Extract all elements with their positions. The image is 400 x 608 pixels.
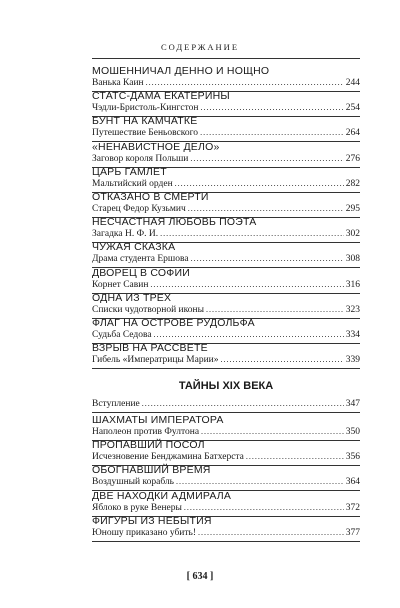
chapter-title: МОШЕННИЧАЛ ДЕННО И НОЩНО [92, 65, 270, 77]
leader-dots [160, 228, 344, 240]
toc-entry [92, 267, 360, 294]
chapter-title: ОДНА ИЗ ТРЕХ [92, 291, 172, 304]
page-ref: 276 [345, 153, 360, 164]
page-ref: 244 [345, 78, 360, 88]
toc-entry [92, 241, 360, 268]
leader-dots [206, 304, 344, 316]
leader-dots [198, 527, 344, 539]
page-ref: 372 [345, 502, 360, 513]
leader-dots [221, 354, 344, 366]
leader-dots [184, 502, 344, 514]
toc-entry [92, 166, 360, 193]
section-title: ТАЙНЫ XIX ВЕКА [178, 380, 274, 392]
leader-dots [246, 451, 344, 463]
page-ref: 377 [345, 527, 360, 538]
page-ref: 308 [345, 254, 360, 265]
chapter-title: ШАХМАТЫ ИМПЕРАТОРА [92, 414, 224, 426]
toc-entry [92, 464, 360, 491]
chapter-title: ЦАРЬ ГАМЛЕТ [92, 165, 167, 178]
page-ref: 356 [345, 452, 360, 463]
chapter-subtitle: Судьба Седова [92, 330, 152, 340]
leader-dots [188, 203, 344, 215]
page-ref: 339 [345, 355, 360, 366]
chapter-subtitle: Наполеон против Фултона [92, 427, 200, 437]
chapter-subtitle: Загадка Н. Ф. И. [92, 229, 159, 240]
toc-entry [92, 490, 360, 517]
chapter-subtitle: Чэдли-Бристоль-Кингстон [92, 103, 199, 114]
page-number: [ 634 ] [186, 571, 214, 582]
chapter-subtitle: Списки чудотворной иконы [92, 304, 204, 315]
chapter-title: ДВЕ НАХОДКИ АДМИРАЛА [92, 489, 232, 502]
chapter-subtitle-line [92, 354, 360, 369]
chapter-subtitle: Заговор короля Польши [92, 153, 189, 164]
leader-dots [191, 253, 344, 265]
chapter-title: ДВОРЕЦ В СОФИИ [92, 266, 190, 279]
chapter-title: ПРОПАВШИЙ ПОСОЛ [92, 439, 205, 452]
page-ref: 364 [345, 477, 360, 488]
toc-entry [92, 398, 360, 413]
chapter-title: ФЛАГ НА ОСТРОВЕ РУДОЛЬФА [92, 317, 255, 329]
leader-dots [200, 127, 344, 139]
chapter-subtitle: Мальтийский орден [92, 178, 173, 189]
toc-entry [92, 292, 360, 319]
chapter-subtitle-line [92, 527, 360, 542]
page-ref: 254 [345, 103, 360, 114]
chapter-subtitle: Путешествие Беньовского [92, 128, 199, 139]
chapter-subtitle: Юношу приказано убить! [92, 527, 197, 538]
toc-entry [92, 317, 360, 344]
toc-entry [92, 342, 360, 369]
page-ref: 302 [345, 229, 360, 240]
leader-dots [200, 102, 343, 114]
chapter-subtitle: Драма студента Ершова [92, 254, 189, 265]
page-ref: 323 [345, 304, 360, 315]
toc-entry [92, 115, 360, 142]
page-ref: 295 [345, 204, 360, 214]
chapter-subtitle: Вступление [92, 399, 140, 409]
leader-dots [175, 178, 344, 190]
chapter-title: НЕСЧАСТНАЯ ЛЮБОВЬ ПОЭТА [92, 216, 257, 229]
chapter-title: ОБОГНАВШИЙ ВРЕМЯ [92, 464, 211, 477]
page-ref: 334 [345, 330, 360, 340]
header-rule [92, 58, 360, 59]
chapter-subtitle: Исчезновение Бенджамина Батхерста [92, 452, 244, 463]
chapter-subtitle: Старец Федор Кузьмич [92, 204, 186, 214]
leader-dots [190, 153, 343, 165]
chapter-title: ОТКАЗАНО В СМЕРТИ [92, 191, 209, 203]
toc-entry [92, 90, 360, 117]
leader-dots [146, 77, 344, 89]
leader-dots [201, 426, 344, 438]
chapter-title: ФИГУРЫ ИЗ НЕБЫТИЯ [92, 514, 212, 527]
toc-entry [92, 191, 360, 218]
leader-dots [142, 398, 344, 410]
leader-dots [154, 329, 344, 341]
toc-entry [92, 65, 360, 92]
chapter-title: БУНТ НА КАМЧАТКЕ [92, 115, 198, 128]
leader-dots [176, 476, 344, 488]
chapter-title: ЧУЖАЯ СКАЗКА [92, 241, 176, 254]
toc-entry [92, 216, 360, 243]
chapter-subtitle: Корнет Савин [92, 279, 149, 290]
page-ref: 350 [345, 427, 360, 437]
chapter-subtitle: Гибель «Императрицы Марии» [92, 355, 219, 366]
chapter-title: «НЕНАВИСТНОЕ ДЕЛО» [92, 140, 220, 153]
page-ref: 282 [345, 178, 360, 189]
chapter-title: ВЗРЫВ НА РАССВЕТЕ [92, 342, 208, 355]
toc-entry [92, 439, 360, 466]
toc-entry [92, 141, 360, 168]
page-ref: 347 [345, 399, 360, 409]
chapter-subtitle: Ванька Каин [92, 78, 144, 88]
toc-entry [92, 515, 360, 542]
chapter-subtitle: Яблоко в руке Венеры [92, 502, 182, 513]
chapter-title: СТАТС-ДАМА ЕКАТЕРИНЫ [92, 90, 230, 103]
page-ref: 264 [345, 128, 360, 139]
toc-entry [92, 414, 360, 441]
chapter-subtitle: Воздушный корабль [92, 477, 175, 488]
page-ref: 316 [345, 279, 360, 290]
leader-dots [150, 279, 343, 291]
page-header: СОДЕРЖАНИЕ [160, 42, 240, 52]
chapter-subtitle-line [92, 398, 360, 413]
